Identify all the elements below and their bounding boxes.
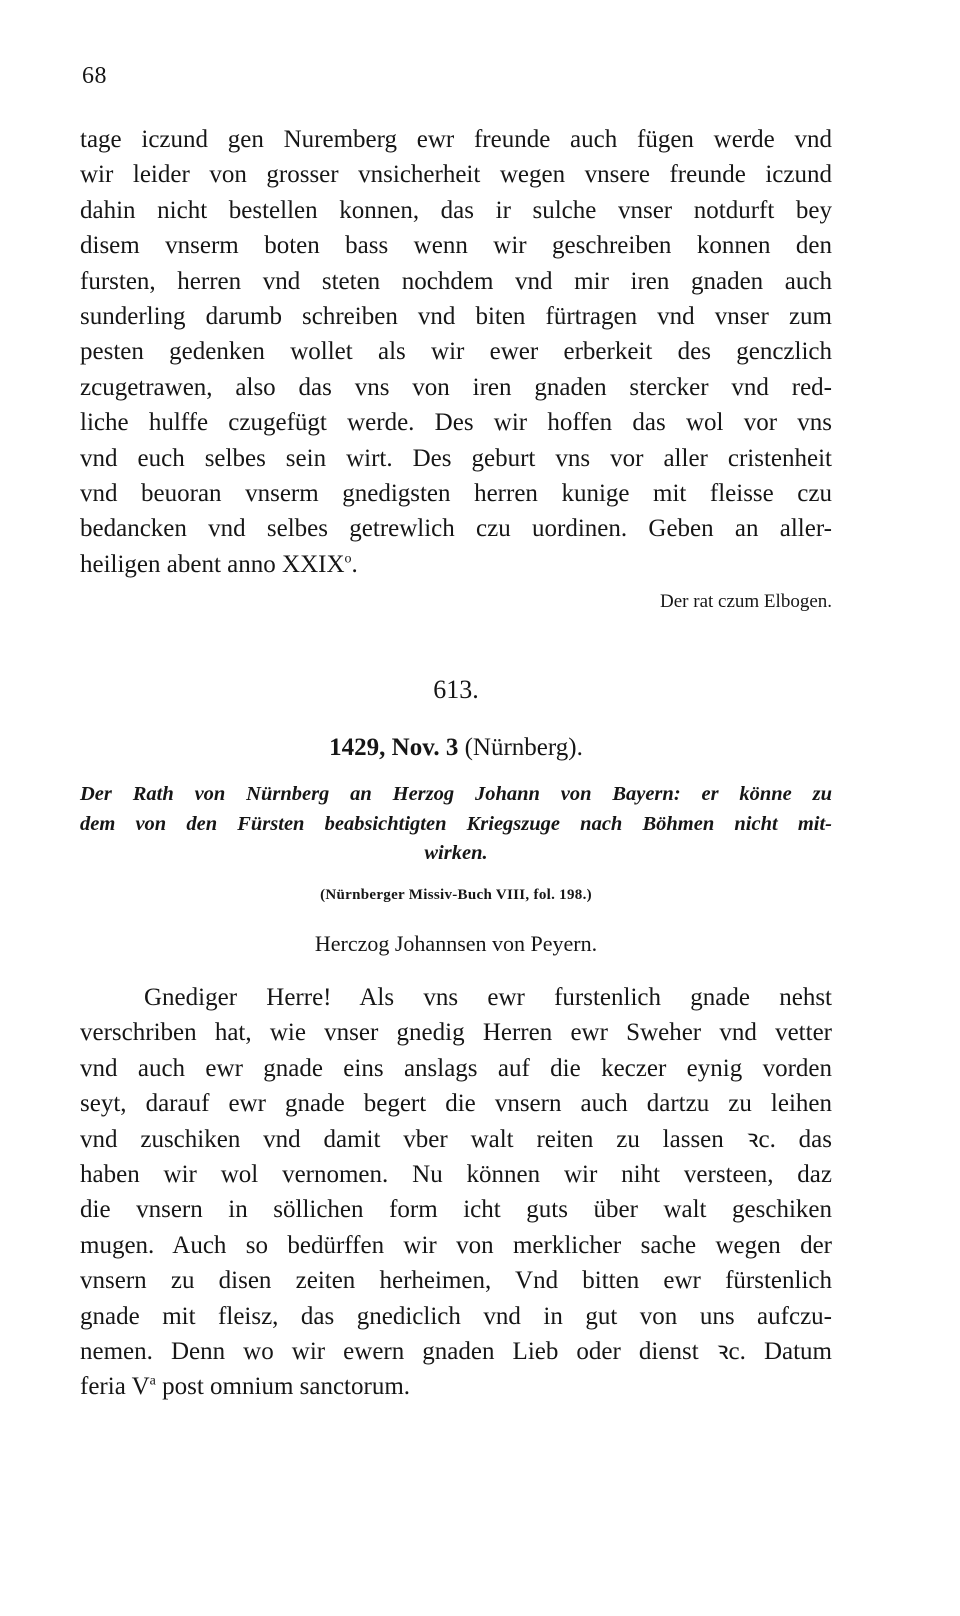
superscript-a: a xyxy=(149,1374,156,1390)
document-summary xyxy=(80,780,832,869)
text-line: vnd zuschiken vnd damit vber walt reiten zu lassen ꝛc. das xyxy=(80,1125,832,1153)
letter-body-2 xyxy=(80,980,832,1405)
text-line-final xyxy=(80,1369,832,1404)
text-line: pesten gedenken wollet als wir ewer erberkeit des genczlich xyxy=(80,338,832,366)
letter-body xyxy=(80,122,832,582)
text-line: gnade mit fleisz, das gnediclich vnd in gut von uns aufczu- xyxy=(80,1302,832,1330)
final-line-end: . xyxy=(351,550,358,578)
letter-signature: Der rat czum Elbogen. xyxy=(660,591,832,612)
text-line: verschriben hat, wie vnser gnedig Herren ewr Sweher vnd vetter xyxy=(80,1019,832,1047)
document-date-heading xyxy=(80,730,832,766)
final-line-end: post omnium sanctorum. xyxy=(155,1373,411,1401)
text-line: vnsern zu disen zeiten herheimen, Vnd bitten ewr fürstenlich xyxy=(80,1267,832,1295)
text-line: wir leider von grosser vnsicherheit wegen vnsere freunde iczund xyxy=(80,161,832,189)
text-line: nemen. Denn wo wir ewern gnaden Lieb oder dienst ꝛc. Datum xyxy=(80,1338,832,1366)
text-line: vnd beuoran vnserm gnedigsten herren kunige mit fleisse czu xyxy=(80,480,832,508)
source-citation: (Nürnberger Missiv-Buch VIII, fol. 198.) xyxy=(320,887,592,903)
summary-line: dem von den Fürsten beabsichtigten Kriegszuge nach Böhmen nicht mit- xyxy=(80,812,832,835)
text-line: vnd euch selbes sein wirt. Des geburt vns vor aller cristenheit xyxy=(80,444,832,472)
document-place: (Nürnberg). xyxy=(464,734,583,761)
letter-address: Herczog Johannsen von Peyern. xyxy=(314,931,598,956)
text-line: zcugetrawen, also das vns von iren gnaden stercker vnd red- xyxy=(80,373,832,401)
superscript-o: o xyxy=(344,551,352,567)
text-line: bedancken vnd selbes getrewlich czu uordinen. Geben an aller- xyxy=(80,515,832,543)
page-number: 68 xyxy=(82,63,107,89)
text-line: fursten, herren vnd steten nochdem vnd mir iren gnaden auch xyxy=(80,267,832,295)
text-line: vnd auch ewr gnade eins anslags auf die keczer eynig vorden xyxy=(80,1054,832,1082)
final-line-text: heiligen abent anno XXIX xyxy=(80,550,345,578)
text-line: dahin nicht bestellen konnen, das ir sulche vnser notdurft bey xyxy=(80,196,832,224)
text-line: tage iczund gen Nuremberg ewr freunde auch fügen werde vnd xyxy=(80,126,832,153)
summary-line: Der Rath von Nürnberg an Herzog Johann von Bayern: er könne zu xyxy=(80,783,832,805)
document-number: 613. xyxy=(433,675,479,704)
text-line: liche hulffe czugefügt werde. Des wir hoffen das wol vor vns xyxy=(80,409,832,437)
document-date: 1429, Nov. 3 xyxy=(329,734,459,761)
text-line: disem vnserm boten bass wenn wir geschreiben konnen den xyxy=(80,232,832,260)
text-line: seyt, darauf ewr gnade begert die vnsern auch dartzu zu leihen xyxy=(80,1090,832,1118)
text-line: die vnsern in söllichen form icht guts über walt geschiken xyxy=(80,1196,832,1224)
summary-line-final: wirken. xyxy=(424,842,488,864)
book-page xyxy=(80,0,832,1616)
text-line: sunderling darumb schreiben vnd biten fürtragen vnd vnser zum xyxy=(80,303,832,331)
text-line: haben wir wol vernomen. Nu können wir niht versteen, daz xyxy=(80,1161,832,1189)
text-line: mugen. Auch so bedürffen wir von merklicher sache wegen der xyxy=(80,1231,832,1259)
final-line-text: feria V xyxy=(80,1373,150,1401)
text-line-final xyxy=(80,547,832,582)
text-line: Gnediger Herre! Als vns ewr furstenlich gnade nehst xyxy=(144,984,832,1011)
